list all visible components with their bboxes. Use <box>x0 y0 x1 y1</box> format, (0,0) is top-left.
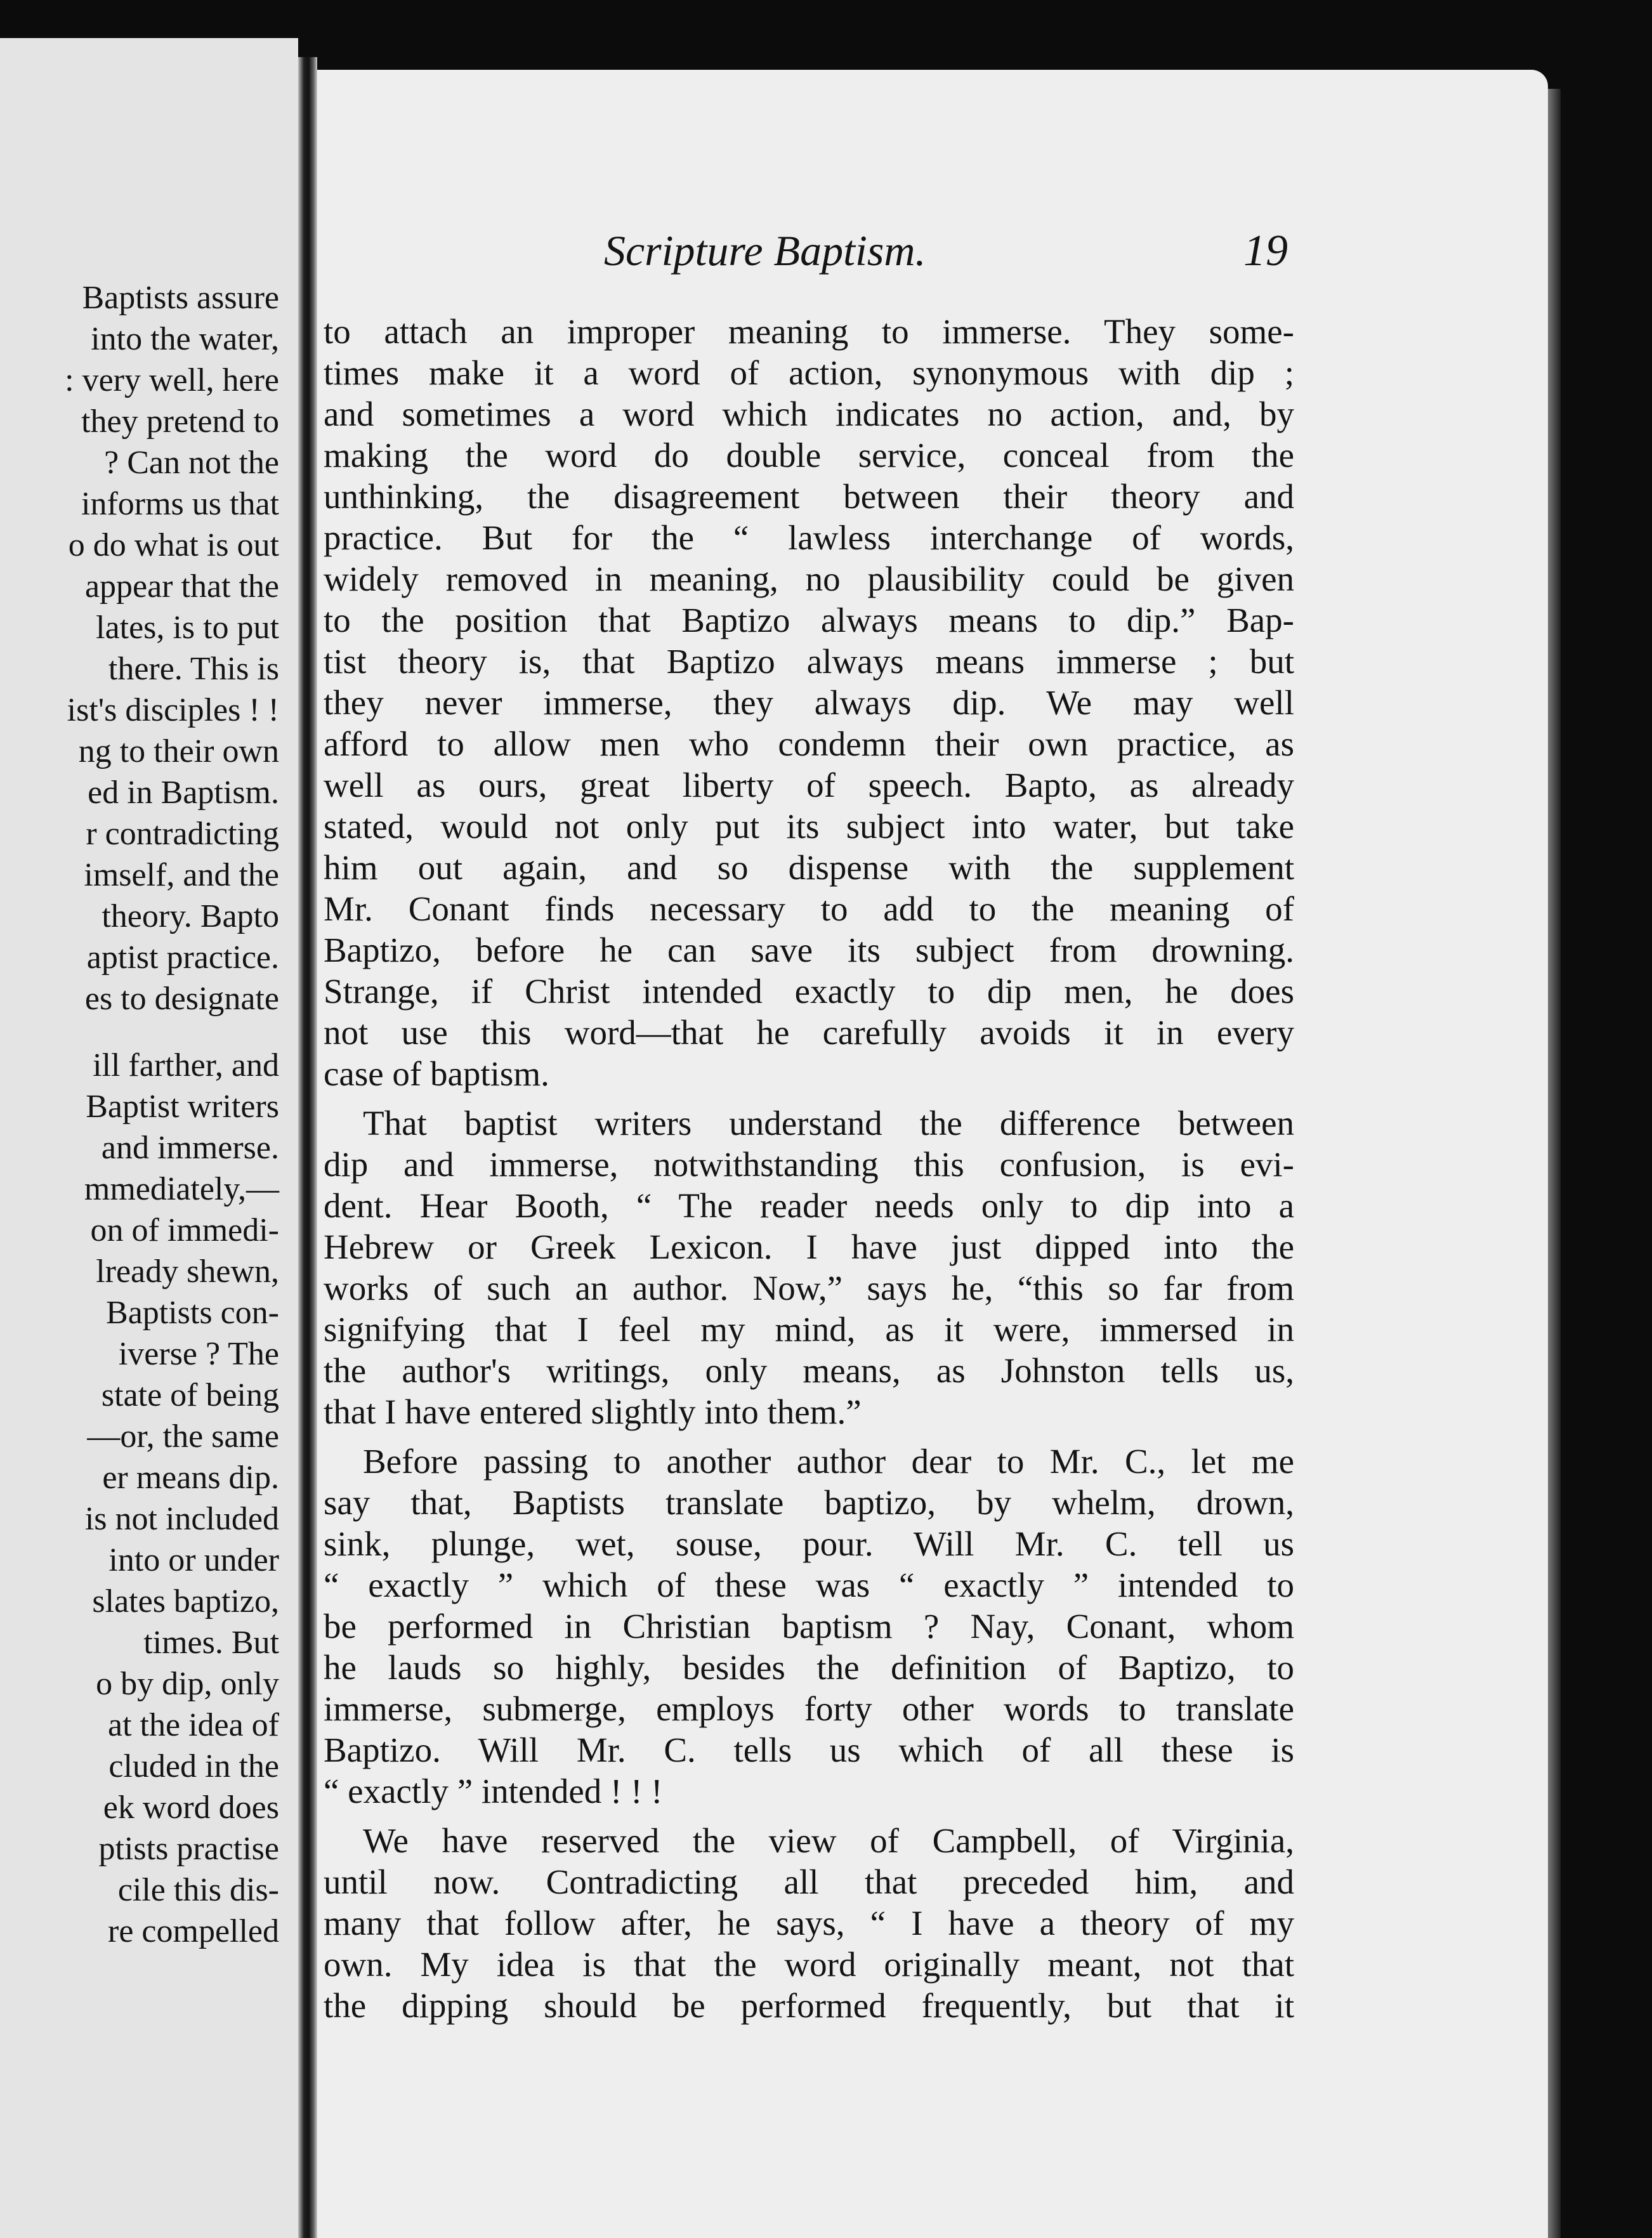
text-line: well as ours, great liberty of speech. Bapto, as already <box>324 766 1294 804</box>
left-page-line: Baptist writers <box>86 1089 279 1125</box>
left-page-line: imself, and the <box>84 857 279 893</box>
left-page-line: r contradicting <box>86 816 279 852</box>
text-line: the author's writings, only means, as Johnston tells us, <box>324 1351 1294 1390</box>
left-page-line: ek word does <box>103 1790 279 1826</box>
text-line: the dipping should be performed frequently, but that it <box>324 1986 1294 2025</box>
left-page-line: ist's disciples ! ! <box>67 692 279 728</box>
page-number: 19 <box>1243 226 1288 275</box>
text-line: and sometimes a word which indicates no action, and, by <box>324 395 1294 433</box>
left-page-line: is not included <box>84 1501 279 1537</box>
text-line: making the word do double service, conceal from the <box>324 436 1294 474</box>
left-page-line: and immerse. <box>101 1130 279 1166</box>
text-line: Hebrew or Greek Lexicon. I have just dipped into the <box>324 1227 1294 1266</box>
text-line: that I have entered slightly into them.” <box>324 1392 862 1431</box>
text-line: That baptist writers understand the difference between <box>363 1104 1294 1142</box>
left-page-line: ed in Baptism. <box>88 775 279 811</box>
left-page-line: lates, is to put <box>96 610 279 646</box>
left-page-line: times. But <box>143 1625 279 1661</box>
paragraph <box>324 311 1294 1094</box>
text-line: him out again, and so dispense with the supplement <box>324 848 1294 887</box>
text-line: to attach an improper meaning to immerse. They some- <box>324 312 1294 351</box>
left-page-line: ptists practise <box>98 1831 279 1867</box>
left-page-line: cluded in the <box>108 1748 279 1784</box>
left-page-line: : very well, here <box>65 362 279 398</box>
text-line: own. My idea is that the word originally meant, not that <box>324 1945 1294 1984</box>
right-page <box>317 70 1548 2238</box>
left-page-line: ill farther, and <box>93 1047 279 1083</box>
left-page-line: o by dip, only <box>96 1666 279 1702</box>
left-page-line: —or, the same <box>87 1418 279 1455</box>
text-line: practice. But for the “ lawless interchange of words, <box>324 518 1294 557</box>
text-line: sink, plunge, wet, souse, pour. Will Mr. C. tell us <box>324 1524 1294 1563</box>
left-page-line: er means dip. <box>102 1460 279 1496</box>
left-page-line: on of immedi- <box>90 1212 279 1248</box>
left-page <box>0 38 298 2238</box>
text-line: Before passing to another author dear to Mr. C., let me <box>363 1442 1294 1481</box>
text-line: afford to allow men who condemn their own practice, as <box>324 724 1294 763</box>
text-line: they never immerse, they always dip. We may well <box>324 683 1294 722</box>
left-page-line: lready shewn, <box>96 1253 279 1290</box>
left-page-line: o do what is out <box>68 527 279 563</box>
body-text <box>324 311 1294 2026</box>
left-page-line: re compelled <box>108 1913 279 1949</box>
text-line: stated, would not only put its subject into water, but take <box>324 807 1294 846</box>
left-page-line: mmediately,— <box>84 1171 279 1207</box>
left-page-line: slates baptizo, <box>92 1583 279 1620</box>
text-line: Baptizo, before he can save its subject from drowning. <box>324 931 1294 969</box>
text-line: Strange, if Christ intended exactly to dip men, he does <box>324 972 1294 1011</box>
text-line: We have reserved the view of Campbell, of Virginia, <box>363 1821 1294 1860</box>
left-page-line: iverse ? The <box>118 1336 279 1372</box>
text-line: works of such an author. Now,” says he, “this so far from <box>324 1269 1294 1307</box>
left-page-line: into the water, <box>91 321 279 357</box>
text-line: say that, Baptists translate baptizo, by whelm, drown, <box>324 1483 1294 1522</box>
text-line: immerse, submerge, employs forty other words to translate <box>324 1689 1294 1728</box>
left-page-line: cile this dis- <box>117 1872 279 1908</box>
left-page-line: informs us that <box>81 486 279 522</box>
text-line: to the position that Baptizo always means to dip.” Bap- <box>324 601 1294 639</box>
left-page-line: at the idea of <box>108 1707 279 1743</box>
text-line: he lauds so highly, besides the definition of Baptizo, to <box>324 1648 1294 1687</box>
text-line: dip and immerse, notwithstanding this confusion, is evi- <box>324 1145 1294 1184</box>
text-line: unthinking, the disagreement between their theory and <box>324 477 1294 516</box>
left-page-line: there. This is <box>108 651 279 687</box>
text-line: many that follow after, he says, “ I have a theory of my <box>324 1904 1294 1942</box>
paragraph <box>324 1103 1294 1432</box>
text-line: be performed in Christian baptism ? Nay, Conant, whom <box>324 1607 1294 1646</box>
text-line: until now. Contradicting all that preceded him, and <box>324 1862 1294 1901</box>
page-edge-shadow <box>1548 89 1561 2238</box>
left-page-line: theory. Bapto <box>102 898 279 934</box>
left-page-line: into or under <box>108 1542 279 1578</box>
text-line: not use this word—that he carefully avoids it in every <box>324 1013 1294 1052</box>
left-page-line: state of being <box>101 1377 279 1413</box>
text-line: Baptizo. Will Mr. C. tells us which of all these is <box>324 1731 1294 1769</box>
left-page-line: ng to their own <box>78 733 279 769</box>
text-line: times make it a word of action, synonymous with dip ; <box>324 353 1294 392</box>
left-page-line: Baptists con- <box>106 1295 279 1331</box>
text-line: dent. Hear Booth, “ The reader needs only to dip into a <box>324 1186 1294 1225</box>
text-line: “ exactly ” intended ! ! ! <box>324 1772 663 1810</box>
paragraph <box>324 1441 1294 1812</box>
text-line: “ exactly ” which of these was “ exactly ” intended to <box>324 1566 1294 1604</box>
running-title: Scripture Baptism. <box>604 226 926 275</box>
text-line: case of baptism. <box>324 1054 549 1093</box>
book-gutter <box>298 57 317 2238</box>
text-line: tist theory is, that Baptizo always means immerse ; but <box>324 642 1294 681</box>
left-page-line: they pretend to <box>81 403 279 440</box>
left-page-line: ? Can not the <box>104 445 279 481</box>
text-line: Mr. Conant finds necessary to add to the meaning of <box>324 889 1294 928</box>
left-page-line: Baptists assure <box>82 280 279 316</box>
text-line: widely removed in meaning, no plausibility could be given <box>324 560 1294 598</box>
paragraph <box>324 1820 1294 2026</box>
left-page-line: es to designate <box>84 981 279 1017</box>
text-line: signifying that I feel my mind, as it were, immersed in <box>324 1310 1294 1349</box>
left-page-line: aptist practice. <box>86 939 279 976</box>
left-page-line: appear that the <box>84 568 279 605</box>
page-header <box>317 226 1548 277</box>
